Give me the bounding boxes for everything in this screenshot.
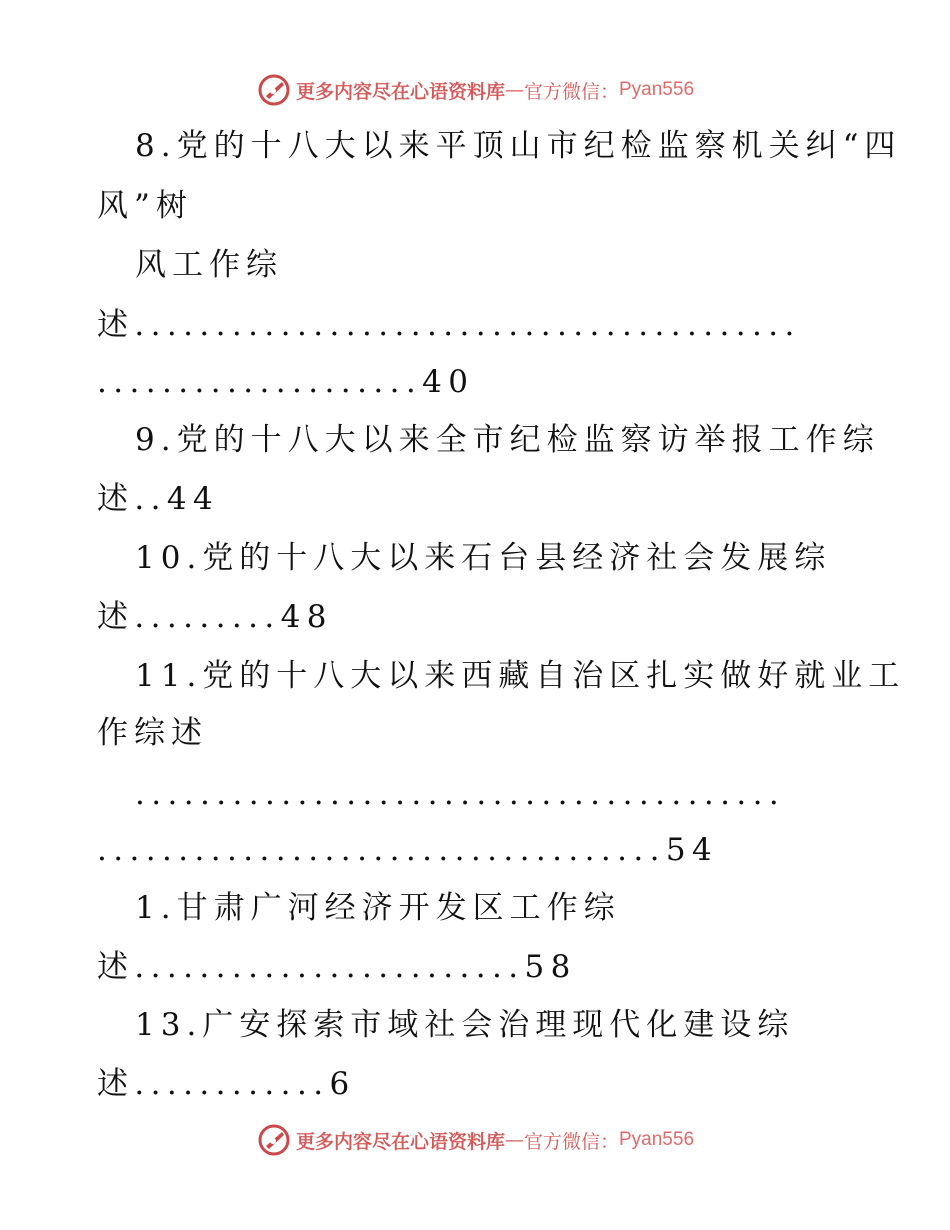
toc-line: 风”树 [97,188,193,224]
header-banner [0,70,950,110]
toc-line: 述........................58 [97,949,577,985]
toc-line: ........................................ [135,776,786,812]
toc-line: 述......................................... [97,307,801,343]
footer-banner [0,1120,950,1160]
toc-line: 1.甘肃广河经济开发区工作综 [135,890,621,926]
toc-line: 述............6 [97,1066,356,1102]
toc-line: 风工作综 [135,247,283,283]
toc-line: 8.党的十八大以来平顶山市纪检监察机关纠“四 [135,128,902,164]
banner-separator: — [504,79,524,101]
banner-wechat-label: 官方微信： [523,80,619,103]
toc-line: 作综述 [97,715,208,751]
toc-line: 11.党的十八大以来西藏自治区扎实做好就业工 [135,658,906,694]
banner-wechat-id: Pyan556 [619,1129,695,1150]
banner-site-text: 更多内容尽在心语资料库 [295,80,505,103]
toc-line: ...................................54 [97,832,719,868]
banner-separator: — [504,1129,524,1151]
banner-wechat-label: 官方微信： [523,1130,619,1153]
toc-line: ....................40 [97,364,475,400]
banner-wechat-id: Pyan556 [619,79,695,100]
toc-line: 10.党的十八大以来石台县经济社会发展综 [135,540,832,576]
banner-site-text: 更多内容尽在心语资料库 [295,1130,505,1153]
toc-line: 述.........48 [97,599,333,635]
toc-line: 9.党的十八大以来全市纪检监察访举报工作综 [135,422,880,458]
toc-line: 13.广安探索市域社会治理现代化建设综 [135,1007,795,1043]
brand-logo-icon [256,1122,292,1158]
toc-line: 述..44 [97,481,220,517]
brand-logo-icon [256,72,292,108]
